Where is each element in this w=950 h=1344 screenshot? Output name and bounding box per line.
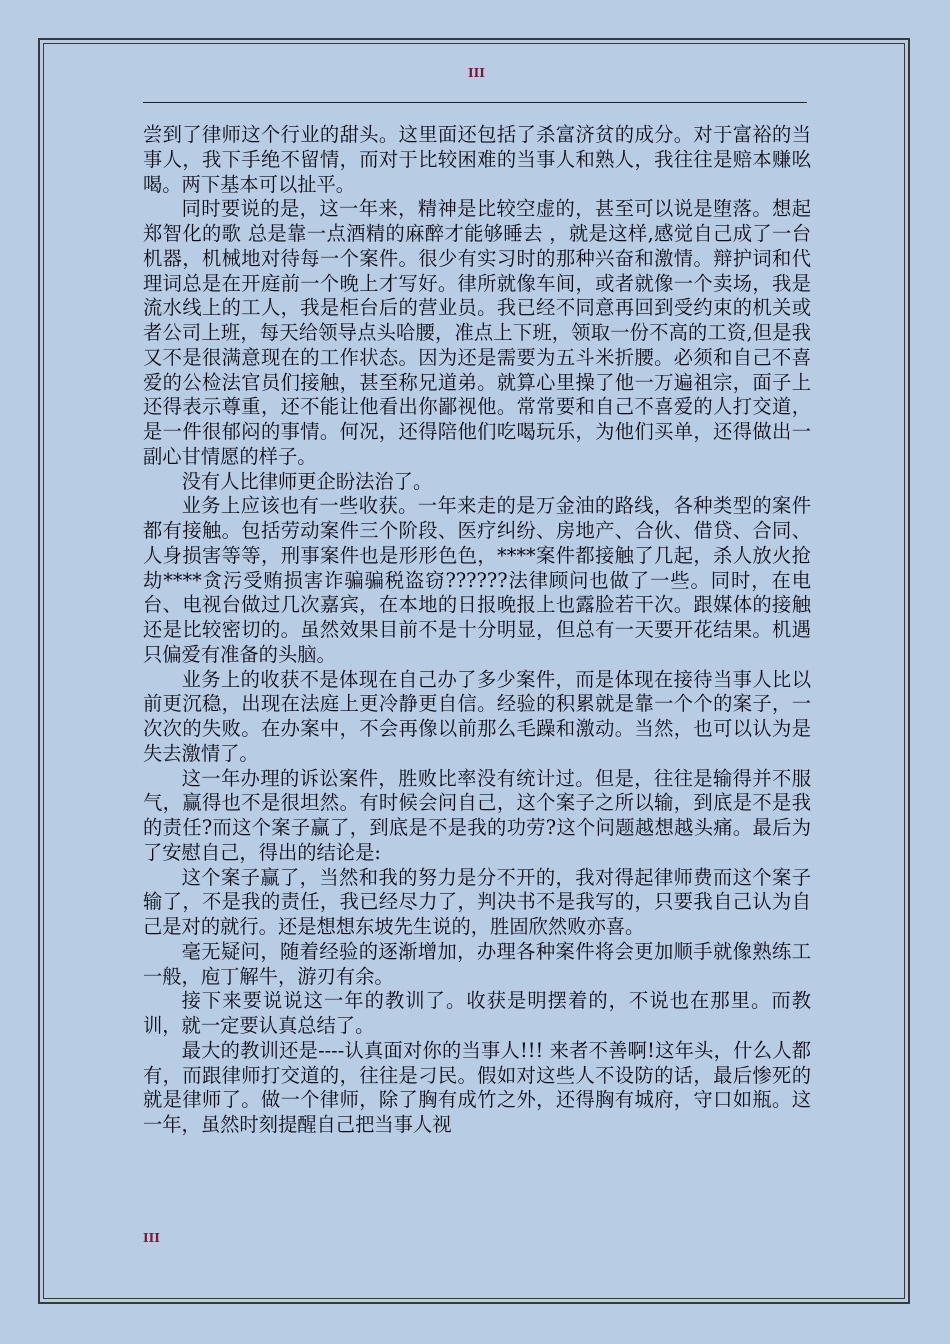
paragraph: 同时要说的是，这一年来，精神是比较空虚的，甚至可以说是堕落。想起郑智化的歌 总是靠一点酒精的麻醉才能够睡去 ，就是这样,感觉自己成了一台机器，机械地对待每一个案件。很少有实习时的那种兴奋和激情。辩护词和代理词总是在开庭前一个晚上才写好。律所就像车间，或者就像一个卖场，我是流水线上的工人，我是柜台后的营业员。我已经不同意再回到受约束的机关或者公司上班，每天给领导点头哈腰，准点上下班，领取一份不高的工资,但是我又不是很满意现在的工作状态。因为还是需要为五斗米折腰。必须和自己不喜爱的公检法官员们接触，甚至称兄道弟。就算心里操了他一万遍祖宗，面子上还得表示尊重，还不能让他看出你鄙视他。常常要和自己不喜爱的人打交道，是一件很郁闷的事情。何况，还得陪他们吃喝玩乐，为他们买单，还得做出一副心甘情愿的样子。 (143, 197, 811, 468)
paragraph: 最大的教训还是----认真面对你的当事人!!! 来者不善啊!这年头，什么人都有，而跟律师打交道的，往往是刁民。假如对这些人不设防的话，最后惨死的就是律师了。做一个律师，除了胸有成竹之外，还得胸有城府，守口如瓶。这一年，虽然时刻提醒自己把当事人视 (143, 1038, 811, 1136)
paragraph: 尝到了律师这个行业的甜头。这里面还包括了杀富济贫的成分。对于富裕的当事人，我下手绝不留情，而对于比较困难的当事人和熟人，我往往是赔本赚吆喝。两下基本可以扯平。 (143, 123, 811, 196)
paragraph: 业务上应该也有一些收获。一年来走的是万金油的路线，各种类型的案件都有接触。包括劳动案件三个阶段、医疗纠纷、房地产、合伙、借贷、合同、人身损害等等，刑事案件也是形形色色，****案件都接触了几起，杀人放火抢劫****贪污受贿损害诈骗骗税盗窃??????法律顾问也做了一些。同时，在电台、电视台做过几次嘉宾，在本地的日报晚报上也露脸若干次。跟媒体的接触还是比较密切的。虽然效果目前不是十分明显，但总有一天要开花结果。机遇只偏爱有准备的头脑。 (143, 494, 811, 666)
paragraph: 业务上的收获不是体现在自己办了多少案件，而是体现在接待当事人比以前更沉稳，出现在法庭上更冷静更自信。经验的积累就是靠一个个的案子，一次次的失败。在办案中，不会再像以前那么毛躁和激动。当然，也可以认为是失去激情了。 (143, 667, 811, 765)
paragraph: 接下来要说说这一年的教训了。收获是明摆着的，不说也在那里。而教训，就一定要认真总结了。 (143, 989, 811, 1037)
footer-mark: III (143, 1231, 160, 1245)
paragraph: 这一年办理的诉讼案件，胜败比率没有统计过。但是，往往是输得并不服气，赢得也不是很坦然。有时候会问自己，这个案子之所以输，到底是不是我的责任?而这个案子赢了，到底是不是我的功劳?这个问题越想越头痛。最后为了安慰自己，得出的结论是: (143, 766, 811, 864)
paragraph: 这个案子赢了，当然和我的努力是分不开的，我对得起律师费而这个案子输了，不是我的责任，我已经尽力了，判决书不是我写的，只要我自己认为自己是对的就行。还是想想东坡先生说的，胜固欣然败亦喜。 (143, 865, 811, 938)
paragraph: 毫无疑问，随着经验的逐渐增加，办理各种案件将会更加顺手就像熟练工一般，庖丁解牛，游刃有余。 (143, 939, 811, 988)
header-mark: III (468, 66, 485, 80)
header-rule (143, 102, 807, 103)
paragraph: 没有人比律师更企盼法治了。 (181, 469, 433, 493)
document-body (143, 123, 811, 1138)
